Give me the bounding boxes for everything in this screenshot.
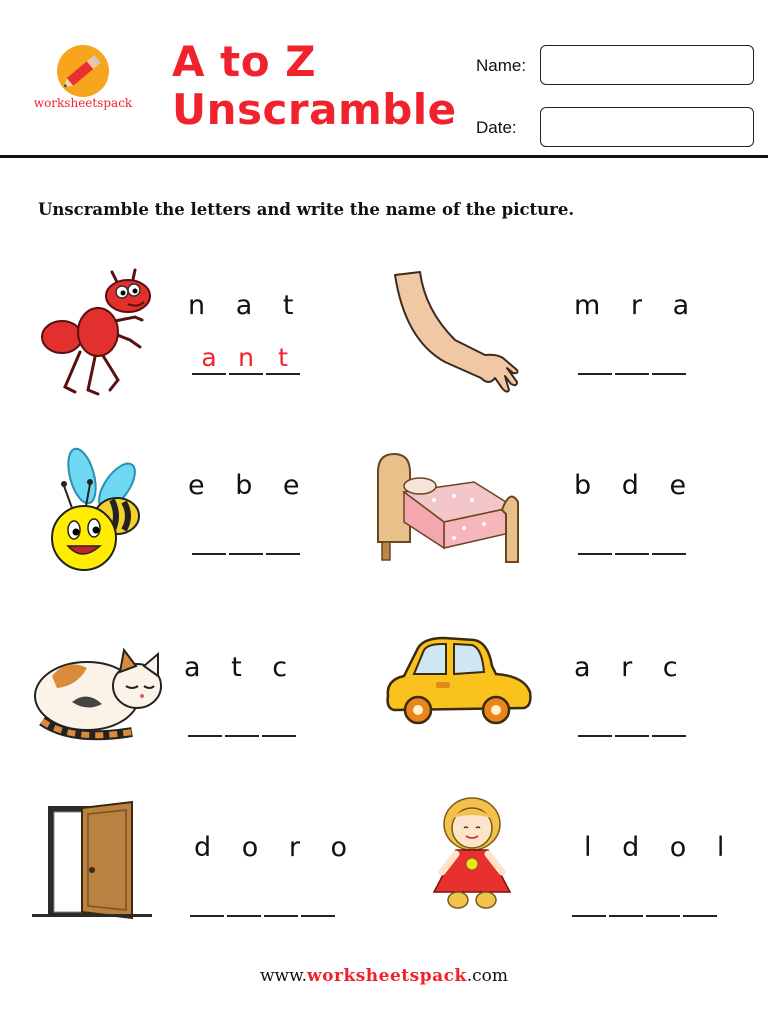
cat-icon [32,646,167,741]
answer-blank[interactable] [578,345,612,375]
date-label: Date: [476,118,517,137]
answer-blanks-door[interactable] [190,887,338,917]
answer-blank[interactable] [192,525,226,555]
door-icon [32,800,152,920]
answer-blanks-ant[interactable] [192,345,303,375]
answer-blank[interactable] [578,525,612,555]
answer-blank[interactable] [192,345,226,375]
answer-blank[interactable] [652,525,686,555]
answer-blank[interactable] [227,887,261,917]
logo-text: worksheetspack [33,96,133,110]
bee-icon [42,448,152,578]
footer-brand: worksheetspack [307,966,467,986]
footer-suffix: .com [466,966,509,986]
answer-blank[interactable] [646,887,680,917]
answer-blank[interactable] [615,707,649,737]
answer-blank[interactable] [572,887,606,917]
answer-letter: t [278,343,288,372]
answer-blanks-cat[interactable] [188,707,299,737]
answer-blank[interactable] [225,707,259,737]
answer-blank[interactable] [609,887,643,917]
name-field[interactable] [540,45,754,85]
answer-blank[interactable] [190,887,224,917]
instructions: Unscramble the letters and write the name of the picture. [38,200,575,219]
scrambled-word-ant: n a t [188,290,305,321]
answer-blank[interactable] [652,707,686,737]
answer-blanks-bee[interactable] [192,525,303,555]
answer-blank[interactable] [188,707,222,737]
answer-blank[interactable] [266,525,300,555]
car-icon [384,636,534,726]
answer-blank[interactable] [683,887,717,917]
header-divider [0,155,768,158]
page-title-line2: Unscramble [172,85,457,134]
doll-icon [422,792,522,912]
scrambled-word-cat: a t c [184,652,299,683]
name-label: Name: [476,56,527,75]
scrambled-word-bed: b d e [574,470,698,501]
answer-blank[interactable] [266,345,300,375]
answer-blank[interactable] [229,345,263,375]
pencil-logo-icon [56,44,110,98]
footer-prefix: www. [259,966,308,986]
answer-blank[interactable] [652,345,686,375]
date-field[interactable] [540,107,754,147]
answer-letter: n [238,343,254,372]
scrambled-word-doll: l d o l [584,832,736,863]
answer-blanks-arm[interactable] [578,345,689,375]
answer-blank[interactable] [578,707,612,737]
scrambled-word-car: a r c [574,652,689,683]
answer-blank[interactable] [229,525,263,555]
answer-blanks-doll[interactable] [572,887,720,917]
logo [28,44,138,114]
scrambled-word-bee: e b e [188,470,311,501]
answer-blank[interactable] [301,887,335,917]
answer-blanks-car[interactable] [578,707,689,737]
answer-blank[interactable] [262,707,296,737]
arm-icon [385,270,525,410]
bed-icon [374,452,524,572]
answer-blank[interactable] [615,345,649,375]
answer-letter: a [201,343,217,372]
answer-blank[interactable] [615,525,649,555]
page-title-line1: A to Z [172,37,317,86]
answer-blanks-bed[interactable] [578,525,689,555]
scrambled-word-arm: m r a [574,290,701,321]
ant-icon [40,262,160,402]
answer-blank[interactable] [264,887,298,917]
footer-url[interactable] [0,966,768,986]
scrambled-word-door: d o r o [194,832,359,863]
